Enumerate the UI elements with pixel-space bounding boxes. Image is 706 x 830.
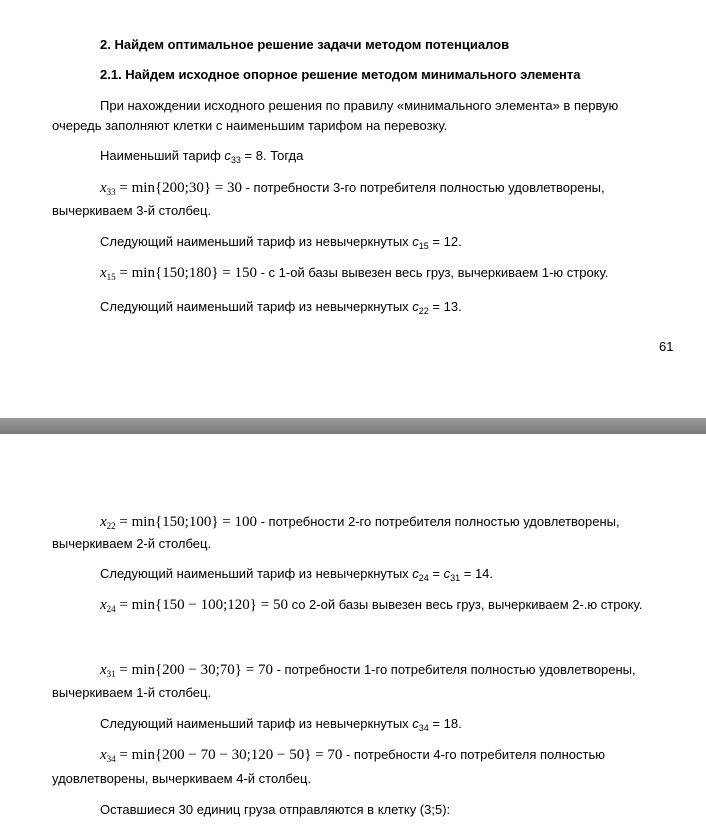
subsection-heading: 2.1. Найдем исходное опорное решение методом минимального элемента: [100, 67, 581, 82]
formula: $x_{15}$ = min{150;180} = 150: [100, 265, 257, 282]
paragraph-line: вычеркиваем 3-й столбец.: [52, 203, 212, 218]
paragraph-line: очередь заполняют клетки с наименьшим тарифом на перевозку.: [52, 118, 448, 133]
paragraph-line: При нахождении исходного решения по правилу «минимального элемента» в первую: [100, 98, 619, 113]
equation-line: $x_{24} = \min\{150$ − 100;120} = 50 со 2-ой базы вывезен весь груз, вычеркиваем 2-.ю строку.: [100, 597, 643, 614]
paragraph: Следующий наименьший тариф из невычеркнутых $c_{34} = 18$.: [100, 716, 462, 733]
paragraph-line: вычеркиваем 2-й столбец.: [52, 536, 212, 551]
paragraph: Наименьший тариф $c_{33} = 8$. Тогда: [100, 148, 304, 165]
formula: $x_{34} = \min\{200 - 70$ − 30;120 − 50} = 70: [100, 747, 343, 764]
formula: $x_{33}$ = min{200;30} = 30: [100, 180, 242, 197]
equation-line: $x_{33}$ = min{200;30} = 30 - потребности 3-го потребителя полностью удовлетворены,: [100, 180, 605, 197]
section-heading: 2. Найдем оптимальное решение задачи методом потенциалов: [100, 37, 510, 52]
formula: $x_{24} = \min\{150$ − 100;120} = 50: [100, 597, 288, 614]
equation-line: $x_{34} = \min\{200 - 70$ − 30;120 − 50} = 70 - потребности 4-го потребителя полностью: [100, 747, 605, 764]
paragraph-line: вычеркиваем 1-й столбец.: [52, 685, 212, 700]
paragraph: Следующий наименьший тариф из невычеркнутых $c_{22} = 13$.: [100, 299, 462, 316]
page-separator: [0, 418, 706, 434]
page-number: 61: [659, 339, 674, 354]
formula: $x_{31} = \min\{200$ − 30;70} = 70: [100, 662, 273, 679]
formula: $x_{22}$ = min{150;100} = 100: [100, 514, 257, 531]
paragraph-line: Оставшиеся 30 единиц груза отправляются в клетку (3;5):: [100, 802, 451, 817]
equation-line: $x_{22}$ = min{150;100} = 100 - потребности 2-го потребителя полностью удовлетворены,: [100, 514, 620, 531]
paragraph: Следующий наименьший тариф из невычеркнутых $c_{24} = c_{31} = 14$.: [100, 566, 494, 583]
paragraph-line: удовлетворены, вычеркиваем 4-й столбец.: [52, 771, 312, 786]
paragraph: Следующий наименьший тариф из невычеркнутых $c_{15} = 12$.: [100, 234, 462, 251]
document-page-2: [0, 434, 706, 830]
equation-line: $x_{15}$ = min{150;180} = 150 - с 1-ой базы вывезен весь груз, вычеркиваем 1-ю строку.: [100, 265, 609, 282]
equation-line: $x_{31} = \min\{200$ − 30;70} = 70 - потребности 1-го потребителя полностью удовлетворены,: [100, 662, 636, 679]
